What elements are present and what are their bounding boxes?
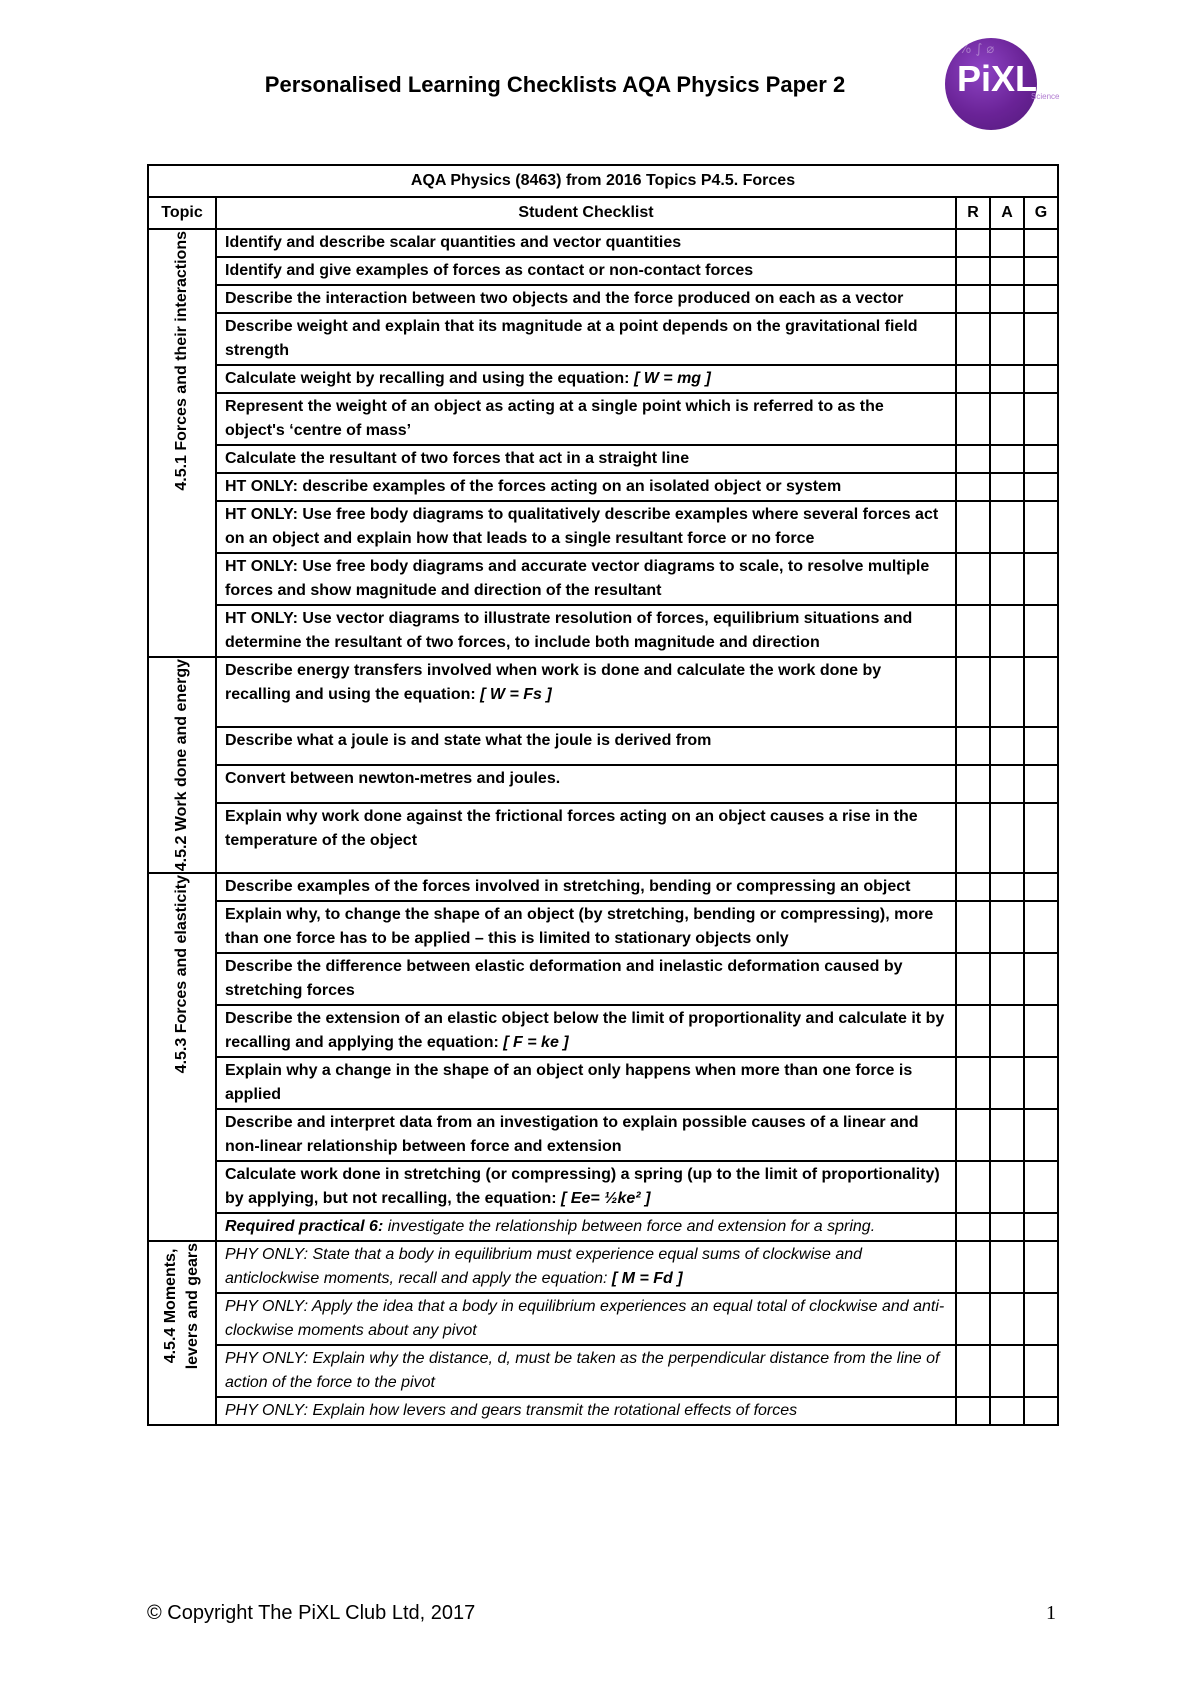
checklist-item: Explain why work done against the frictional forces acting on an object causes a rise in the temperature of the object: [216, 803, 956, 873]
rag-r-cell[interactable]: [956, 1005, 990, 1057]
topic-cell-4-5-4: [148, 1241, 216, 1425]
rag-a-cell[interactable]: [990, 445, 1024, 473]
rag-a-cell[interactable]: [990, 553, 1024, 605]
rag-r-cell[interactable]: [956, 1109, 990, 1161]
checklist-item: HT ONLY: Use vector diagrams to illustrate resolution of forces, equilibrium situations and determine the resultant of two forces, to include both magnitude and direction: [216, 605, 956, 657]
rag-a-cell[interactable]: [990, 1293, 1024, 1345]
checklist-item: [216, 1241, 956, 1293]
column-header-r: R: [956, 197, 990, 229]
equation-work: [ W = Fs ]: [480, 686, 552, 703]
item-text: Describe energy transfers involved when work is done and calculate the work done by recalling and using the equation:: [225, 662, 882, 703]
rag-r-cell[interactable]: [956, 365, 990, 393]
checklist-item: Describe and interpret data from an investigation to explain possible causes of a linear and non-linear relationship between force and extension: [216, 1109, 956, 1161]
checklist-item: HT ONLY: Use free body diagrams and accurate vector diagrams to scale, to resolve multiple forces and show magnitude and direction of the resultant: [216, 553, 956, 605]
checklist-item: PHY ONLY: Explain why the distance, d, must be taken as the perpendicular distance from the line of action of the force to the pivot: [216, 1345, 956, 1397]
rag-a-cell[interactable]: [990, 727, 1024, 765]
checklist-item: [216, 1161, 956, 1213]
rag-a-cell[interactable]: [990, 285, 1024, 313]
checklist-item: Identify and describe scalar quantities and vector quantities: [216, 229, 956, 257]
rag-a-cell[interactable]: [990, 257, 1024, 285]
table-row: [148, 1397, 1058, 1425]
pixl-logo: [945, 38, 1060, 134]
checklist-item: Describe the difference between elastic deformation and inelastic deformation caused by stretching forces: [216, 953, 956, 1005]
rag-g-cell[interactable]: [1024, 313, 1058, 365]
table-row: [148, 285, 1058, 313]
rag-r-cell[interactable]: [956, 1293, 990, 1345]
rag-a-cell[interactable]: [990, 1345, 1024, 1397]
rag-a-cell[interactable]: [990, 1109, 1024, 1161]
checklist-item: Represent the weight of an object as acting at a single point which is referred to as the object's ‘centre of mass’: [216, 393, 956, 445]
rag-r-cell[interactable]: [956, 553, 990, 605]
rag-g-cell[interactable]: [1024, 901, 1058, 953]
table-row: [148, 657, 1058, 727]
rag-g-cell[interactable]: [1024, 1161, 1058, 1213]
rag-g-cell[interactable]: [1024, 229, 1058, 257]
table-row: [148, 1293, 1058, 1345]
checklist-item: [216, 1213, 956, 1241]
rag-r-cell[interactable]: [956, 1397, 990, 1425]
rag-g-cell[interactable]: [1024, 765, 1058, 803]
checklist-item: Explain why a change in the shape of an object only happens when more than one force is applied: [216, 1057, 956, 1109]
table-row: [148, 229, 1058, 257]
rag-g-cell[interactable]: [1024, 365, 1058, 393]
logo-decoration: % ∫ ⌀: [959, 42, 995, 57]
rag-g-cell[interactable]: [1024, 1345, 1058, 1397]
page-number: 1: [1046, 1602, 1056, 1624]
rag-g-cell[interactable]: [1024, 1109, 1058, 1161]
topic-cell-4-5-2: [148, 657, 216, 873]
table-heading: AQA Physics (8463) from 2016 Topics P4.5. Forces: [148, 165, 1058, 197]
rag-g-cell[interactable]: [1024, 803, 1058, 873]
rag-a-cell[interactable]: [990, 901, 1024, 953]
rag-r-cell[interactable]: [956, 473, 990, 501]
item-text: Describe the extension of an elastic object below the limit of proportionality and calculate it by recalling and applying the equation:: [225, 1010, 945, 1052]
table-row: [148, 727, 1058, 765]
equation-hooke: [ F = ke ]: [503, 1034, 569, 1052]
topic-label: [160, 1243, 204, 1369]
column-header-topic: Topic: [148, 197, 216, 229]
checklist-item: Describe what a joule is and state what the joule is derived from: [216, 727, 956, 765]
rag-r-cell[interactable]: [956, 257, 990, 285]
rag-a-cell[interactable]: [990, 1161, 1024, 1213]
rag-r-cell[interactable]: [956, 1345, 990, 1397]
logo-text: PiXL: [957, 58, 1038, 99]
table-row: [148, 501, 1058, 553]
equation-weight: [ W = mg ]: [633, 370, 711, 387]
equation-moment: [ M = Fd ]: [611, 1270, 683, 1288]
topic-label-line1: 4.5.4 Moments,: [162, 1249, 179, 1364]
table-row: [148, 953, 1058, 1005]
rag-a-cell[interactable]: [990, 229, 1024, 257]
checklist-item: Describe weight and explain that its magnitude at a point depends on the gravitational field strength: [216, 313, 956, 365]
item-text: Calculate weight by recalling and using the equation:: [225, 370, 630, 387]
checklist-item: PHY ONLY: Explain how levers and gears transmit the rotational effects of forces: [216, 1397, 956, 1425]
rag-g-cell[interactable]: [1024, 873, 1058, 901]
table-row: [148, 1345, 1058, 1397]
table-row: [148, 365, 1058, 393]
rag-g-cell[interactable]: [1024, 953, 1058, 1005]
item-text: Calculate work done in stretching (or compressing) a spring (up to the limit of proportionality) by applying, but not recalling, the equation:: [225, 1166, 940, 1208]
rag-r-cell[interactable]: [956, 953, 990, 1005]
topic-label: 4.5.3 Forces and elasticity: [173, 875, 190, 1074]
table-row: [148, 765, 1058, 803]
table-row: [148, 901, 1058, 953]
rag-g-cell[interactable]: [1024, 285, 1058, 313]
rag-r-cell[interactable]: [956, 1241, 990, 1293]
rag-a-cell[interactable]: [990, 365, 1024, 393]
rag-r-cell[interactable]: [956, 727, 990, 765]
rag-r-cell[interactable]: [956, 803, 990, 873]
rag-r-cell[interactable]: [956, 765, 990, 803]
table-row: [148, 473, 1058, 501]
rag-a-cell[interactable]: [990, 657, 1024, 727]
table-row: [148, 553, 1058, 605]
rag-r-cell[interactable]: [956, 1161, 990, 1213]
rag-a-cell[interactable]: [990, 1057, 1024, 1109]
topic-cell-4-5-3: [148, 873, 216, 1241]
checklist-item: Explain why, to change the shape of an object (by stretching, bending or compressing), more than one force has to be applied – this is limited to stationary objects only: [216, 901, 956, 953]
table-row: [148, 1057, 1058, 1109]
rag-g-cell[interactable]: [1024, 1293, 1058, 1345]
table-row: [148, 1109, 1058, 1161]
checklist-item: [216, 657, 956, 727]
table-row: [148, 1213, 1058, 1241]
rag-r-cell[interactable]: [956, 605, 990, 657]
rag-r-cell[interactable]: [956, 1057, 990, 1109]
page-title: Personalised Learning Checklists AQA Physics Paper 2: [264, 72, 846, 97]
rag-r-cell[interactable]: [956, 445, 990, 473]
rag-r-cell[interactable]: [956, 393, 990, 445]
checklist-item: HT ONLY: describe examples of the forces acting on an isolated object or system: [216, 473, 956, 501]
rag-r-cell[interactable]: [956, 873, 990, 901]
table-row: [148, 1241, 1058, 1293]
rag-g-cell[interactable]: [1024, 553, 1058, 605]
rag-r-cell[interactable]: [956, 313, 990, 365]
column-header-g: G: [1024, 197, 1058, 229]
rag-a-cell[interactable]: [990, 501, 1024, 553]
rag-g-cell[interactable]: [1024, 393, 1058, 445]
column-header-checklist: Student Checklist: [216, 197, 956, 229]
rag-g-cell[interactable]: [1024, 657, 1058, 727]
rag-g-cell[interactable]: [1024, 1213, 1058, 1241]
rag-g-cell[interactable]: [1024, 727, 1058, 765]
rag-a-cell[interactable]: [990, 765, 1024, 803]
rag-r-cell[interactable]: [956, 1213, 990, 1241]
checklist-item: Identify and give examples of forces as contact or non-contact forces: [216, 257, 956, 285]
checklist-table: [147, 164, 1059, 1426]
rag-a-cell[interactable]: [990, 873, 1024, 901]
topic-label: 4.5.1 Forces and their interactions: [173, 231, 190, 491]
table-row: [148, 313, 1058, 365]
checklist-item: Calculate the resultant of two forces that act in a straight line: [216, 445, 956, 473]
rag-g-cell[interactable]: [1024, 257, 1058, 285]
rag-a-cell[interactable]: [990, 605, 1024, 657]
rag-g-cell[interactable]: [1024, 1241, 1058, 1293]
rag-r-cell[interactable]: [956, 229, 990, 257]
table-row: [148, 605, 1058, 657]
rag-g-cell[interactable]: [1024, 1005, 1058, 1057]
table-row: [148, 1161, 1058, 1213]
table-row: [148, 1005, 1058, 1057]
checklist-item: [216, 365, 956, 393]
rag-g-cell[interactable]: [1024, 473, 1058, 501]
rag-a-cell[interactable]: [990, 393, 1024, 445]
checklist-item: Convert between newton-metres and joules.: [216, 765, 956, 803]
checklist-item: Describe the interaction between two objects and the force produced on each as a vector: [216, 285, 956, 313]
topic-cell-4-5-1: [148, 229, 216, 657]
table-row: [148, 257, 1058, 285]
rag-g-cell[interactable]: [1024, 501, 1058, 553]
rag-a-cell[interactable]: [990, 1005, 1024, 1057]
rag-a-cell[interactable]: [990, 1397, 1024, 1425]
rag-r-cell[interactable]: [956, 501, 990, 553]
table-row: [148, 393, 1058, 445]
checklist-item: Describe examples of the forces involved in stretching, bending or compressing an object: [216, 873, 956, 901]
footer-copyright: © Copyright The PiXL Club Ltd, 2017: [147, 1602, 476, 1624]
topic-label: 4.5.2 Work done and energy: [173, 659, 190, 872]
rag-r-cell[interactable]: [956, 285, 990, 313]
rag-g-cell[interactable]: [1024, 445, 1058, 473]
rag-a-cell[interactable]: [990, 313, 1024, 365]
table-row: [148, 445, 1058, 473]
item-text: investigate the relationship between force and extension for a spring.: [387, 1218, 876, 1236]
rag-g-cell[interactable]: [1024, 605, 1058, 657]
table-row: [148, 873, 1058, 901]
column-header-a: A: [990, 197, 1024, 229]
checklist-item: PHY ONLY: Apply the idea that a body in equilibrium experiences an equal total of clockwise and anti-clockwise moments about any pivot: [216, 1293, 956, 1345]
item-text: PHY ONLY: State that a body in equilibrium must experience equal sums of clockwise and anticlockwise moments, recall and apply the equation:: [225, 1246, 863, 1288]
checklist-item: HT ONLY: Use free body diagrams to qualitatively describe examples where several forces act on an object and explain how that leads to a single resultant force or no force: [216, 501, 956, 553]
rag-a-cell[interactable]: [990, 1213, 1024, 1241]
rag-g-cell[interactable]: [1024, 1057, 1058, 1109]
logo-subtext: Science: [1031, 92, 1060, 101]
topic-label-line2: levers and gears: [184, 1243, 201, 1370]
rag-r-cell[interactable]: [956, 657, 990, 727]
checklist-item: [216, 1005, 956, 1057]
table-row: [148, 803, 1058, 873]
rag-a-cell[interactable]: [990, 953, 1024, 1005]
rag-g-cell[interactable]: [1024, 1397, 1058, 1425]
equation-elastic-energy: [ Ee= ½ke² ]: [561, 1190, 651, 1208]
rag-a-cell[interactable]: [990, 1241, 1024, 1293]
rag-r-cell[interactable]: [956, 901, 990, 953]
rag-a-cell[interactable]: [990, 803, 1024, 873]
rag-a-cell[interactable]: [990, 473, 1024, 501]
required-practical-label: Required practical 6:: [225, 1218, 384, 1236]
